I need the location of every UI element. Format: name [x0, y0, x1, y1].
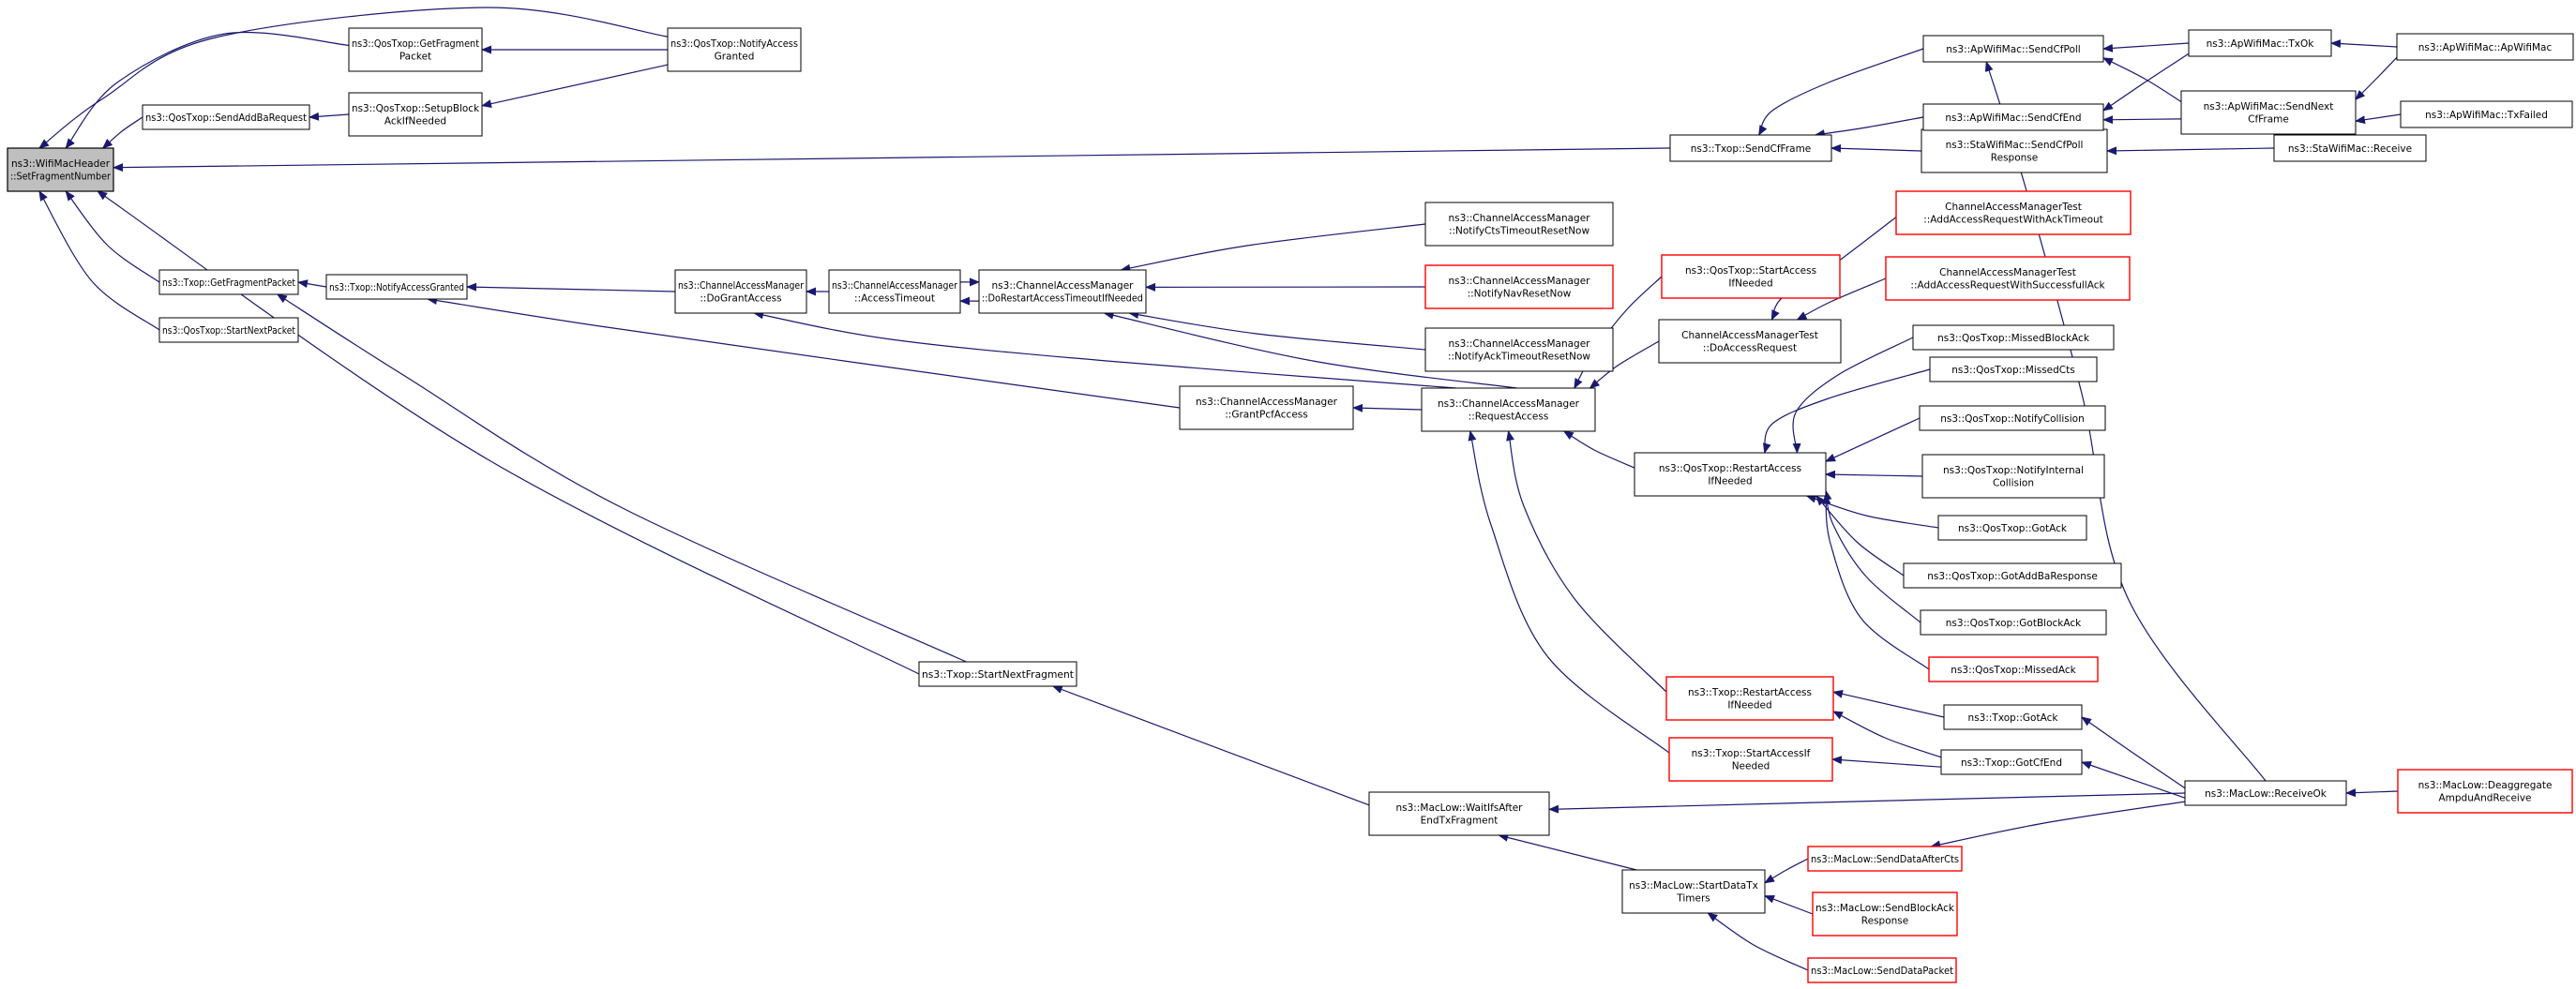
node-setupBlockAckIfNeeded[interactable]: [349, 93, 482, 136]
node-txopGotCfEnd[interactable]: [1941, 750, 2082, 774]
node-label-receiveOk-line0: ns3::MacLow::ReceiveOk: [2205, 787, 2327, 800]
node-label-notifyInternalCollision-line1: Collision: [1993, 477, 2034, 489]
node-label-qosStartAccessIfNeeded-line0: ns3::QosTxop::StartAccess: [1684, 265, 1817, 277]
node-label-notifyCtsTimeoutResetNow-line0: ns3::ChannelAccessManager: [1448, 213, 1590, 225]
node-missedBlockAck[interactable]: [1913, 325, 2114, 350]
node-label-qosStartAccessIfNeeded-line1: IfNeeded: [1728, 277, 1773, 290]
edge-sendDataAfterCts-to-startDataTxTimers: [1765, 859, 1808, 883]
edge-sendAddBaRequest-to-setFragmentNumber: [103, 117, 143, 148]
node-staReceive[interactable]: [2274, 135, 2426, 161]
node-label-grantPcfAccess-line1: ::GrantPcfAccess: [1225, 409, 1308, 421]
edge-staSendCfPollResponse-to-sendCfFrame: [1831, 148, 1921, 151]
node-label-notifyAckTimeoutResetNow-line0: ns3::ChannelAccessManager: [1448, 338, 1590, 351]
node-label-apTxOk-line0: ns3::ApWifiMac::TxOk: [2206, 37, 2314, 50]
edge-apSendNextCfFrame-to-apSendCfEnd: [2103, 119, 2181, 120]
nodes-layer: [8, 28, 2573, 982]
node-sendAddBaRequest[interactable]: [143, 105, 309, 129]
node-startNextFragment[interactable]: [919, 662, 1077, 686]
node-apSendCfEnd[interactable]: [1923, 104, 2103, 130]
edge-receiveOk-to-waitIfsAfterEndTxFragment: [1549, 793, 2185, 809]
node-label-sendCfFrame-line0: ns3::Txop::SendCfFrame: [1690, 142, 1812, 155]
node-txopStartAccessIfNeeded[interactable]: [1669, 738, 1832, 781]
node-label-setupBlockAckIfNeeded-line1: AckIfNeeded: [384, 115, 447, 127]
node-label-testSuccessfullAck-line1: ::AddAccessRequestWithSuccessfullAck: [1910, 279, 2105, 292]
node-label-txopStartAccessIfNeeded-line0: ns3::Txop::StartAccessIf: [1691, 748, 1811, 760]
node-notifyInternalCollision[interactable]: [1922, 455, 2104, 498]
node-grantPcfAccess[interactable]: [1180, 386, 1353, 429]
node-notifyAckTimeoutResetNow[interactable]: [1425, 328, 1613, 371]
node-txopNotifyAccessGranted[interactable]: [326, 275, 467, 299]
node-notifyCtsTimeoutResetNow[interactable]: [1425, 202, 1613, 246]
node-label-qosGetFragmentPacket-line0: ns3::QosTxop::GetFragment: [352, 38, 479, 51]
node-doGrantAccess[interactable]: [675, 270, 806, 313]
node-label-apSendCfEnd-line0: ns3::ApWifiMac::SendCfEnd: [1945, 112, 2082, 124]
edge-waitIfsAfterEndTxFragment-to-startNextFragment: [1053, 686, 1369, 805]
node-label-txopGotAck-line0: ns3::Txop::GotAck: [1967, 712, 2058, 724]
node-label-deaggregate-line1: AmpduAndReceive: [2438, 792, 2532, 804]
node-txopRestartAccessIfNeeded[interactable]: [1666, 677, 1833, 720]
edge-deaggregate-to-receiveOk: [2346, 791, 2398, 793]
node-label-requestAccess-line1: ::RequestAccess: [1468, 411, 1549, 423]
edge-receiveOk-to-txopGotAck: [2082, 717, 2185, 788]
node-label-notifyCollision-line0: ns3::QosTxop::NotifyCollision: [1940, 412, 2085, 425]
node-label-apSendNextCfFrame-line1: CfFrame: [2248, 113, 2289, 126]
node-staSendCfPollResponse[interactable]: [1921, 129, 2107, 172]
node-deaggregate[interactable]: [2398, 770, 2572, 813]
edge-requestAccess-to-grantPcfAccess: [1353, 408, 1422, 410]
node-apSendNextCfFrame[interactable]: [2181, 91, 2356, 134]
node-label-missedCts-line0: ns3::QosTxop::MissedCts: [1951, 364, 2075, 376]
edge-startNextFragment-to-setFragmentNumber: [98, 191, 919, 674]
node-label-startNextPacket-line0: ns3::QosTxop::StartNextPacket: [162, 324, 295, 337]
node-qosGotAck[interactable]: [1938, 516, 2086, 540]
node-label-setFragmentNumber-line0: ns3::WifiMacHeader: [10, 158, 111, 171]
node-label-waitIfsAfterEndTxFragment-line1: EndTxFragment: [1420, 815, 1499, 827]
edge-txopGotAck-to-txopRestartAccessIfNeeded: [1833, 692, 1944, 717]
node-qosStartAccessIfNeeded[interactable]: [1662, 255, 1840, 298]
node-label-apTxFailed-line0: ns3::ApWifiMac::TxFailed: [2425, 109, 2548, 121]
node-qosGetFragmentPacket[interactable]: [349, 28, 482, 71]
node-label-accessTimeout-line1: ::AccessTimeout: [854, 292, 935, 305]
node-label-testSuccessfullAck-line0: ChannelAccessManagerTest: [1939, 267, 2076, 279]
node-setFragmentNumber: [8, 148, 113, 191]
edge-startNextPacket-to-setFragmentNumber: [39, 191, 159, 330]
node-label-staReceive-line0: ns3::StaWifiMac::Receive: [2287, 142, 2413, 155]
node-label-doGrantAccess-line1: ::DoGrantAccess: [700, 292, 782, 305]
node-label-qosGetFragmentPacket-line1: Packet: [399, 51, 432, 63]
node-label-notifyInternalCollision-line0: ns3::QosTxop::NotifyInternal: [1942, 465, 2085, 477]
node-label-waitIfsAfterEndTxFragment-line0: ns3::MacLow::WaitIfsAfter: [1395, 802, 1523, 815]
node-label-apSendNextCfFrame-line0: ns3::ApWifiMac::SendNext: [2203, 101, 2334, 113]
node-apSendCfPoll[interactable]: [1923, 36, 2103, 62]
node-label-testDoAccessRequest-line0: ChannelAccessManagerTest: [1681, 330, 1818, 342]
node-label-staSendCfPollResponse-line0: ns3::StaWifiMac::SendCfPoll: [1945, 140, 2084, 152]
edge-notifyAckTimeoutResetNow-to-doRestartATIN: [1129, 313, 1425, 350]
node-label-txopStartAccessIfNeeded-line1: Needed: [1731, 760, 1770, 772]
node-label-missedBlockAck-line0: ns3::QosTxop::MissedBlockAck: [1937, 332, 2089, 344]
node-missedAck[interactable]: [1929, 657, 2098, 682]
edge-startNextFragment-to-txopGetFragmentPacket: [278, 294, 967, 662]
edge-notifyCtsTimeoutResetNow-to-doRestartATIN: [1121, 224, 1425, 270]
edge-sendBlockAckResponse-to-startDataTxTimers: [1765, 896, 1813, 914]
node-doRestartATIN[interactable]: [979, 270, 1146, 313]
edge-qosGetFragmentPacket-to-setFragmentNumber: [66, 32, 349, 148]
node-label-startNextFragment-line0: ns3::Txop::StartNextFragment: [922, 668, 1074, 681]
node-txopGetFragmentPacket[interactable]: [159, 270, 298, 294]
edge-apTxOk-to-apSendCfPoll: [2103, 43, 2189, 49]
node-label-qosGotAck-line0: ns3::QosTxop::GotAck: [1957, 522, 2068, 534]
edge-gotBlockAck-to-qosRestartAccessIfNeeded: [1826, 490, 1921, 622]
edge-startDataTxTimers-to-waitIfsAfterEndTxFragment: [1499, 835, 1636, 870]
node-requestAccess[interactable]: [1422, 388, 1595, 431]
node-label-accessTimeout-line0: ns3::ChannelAccessManager: [832, 280, 958, 292]
node-label-startDataTxTimers-line0: ns3::MacLow::StartDataTx: [1629, 880, 1758, 892]
node-testSuccessfullAck[interactable]: [1886, 257, 2130, 300]
node-label-notifyAckTimeoutResetNow-line1: ::NotifyAckTimeoutResetNow: [1447, 351, 1591, 363]
node-label-txopGetFragmentPacket-line0: ns3::Txop::GetFragmentPacket: [162, 277, 295, 289]
node-label-notifyCtsTimeoutResetNow-line1: ::NotifyCtsTimeoutResetNow: [1448, 225, 1590, 237]
edge-setupBlockAckIfNeeded-to-sendAddBaRequest: [309, 114, 349, 117]
node-sendBlockAckResponse[interactable]: [1813, 892, 1957, 936]
node-label-qosRestartAccessIfNeeded-line0: ns3::QosTxop::RestartAccess: [1658, 463, 1802, 475]
edge-apTxFailed-to-apSendNextCfFrame: [2356, 114, 2401, 121]
node-label-apCtor-line0: ns3::ApWifiMac::ApWifiMac: [2418, 41, 2553, 53]
node-label-txopRestartAccessIfNeeded-line1: IfNeeded: [1727, 699, 1772, 712]
edge-qosNotifyAccessGranted-to-setupBlockAckIfNeeded: [482, 65, 668, 106]
node-startDataTxTimers[interactable]: [1622, 870, 1765, 913]
node-label-txopRestartAccessIfNeeded-line0: ns3::Txop::RestartAccess: [1687, 687, 1813, 699]
node-apTxFailed[interactable]: [2401, 101, 2572, 127]
node-label-sendBlockAckResponse-line1: Response: [1860, 915, 1909, 927]
node-label-txopNotifyAccessGranted-line0: ns3::Txop::NotifyAccessGranted: [329, 281, 464, 293]
node-txopGotAck[interactable]: [1944, 705, 2082, 729]
edge-sendDataPacket-to-startDataTxTimers: [1708, 913, 1808, 970]
node-qosRestartAccessIfNeeded[interactable]: [1634, 453, 1826, 496]
node-apCtor[interactable]: [2397, 34, 2573, 60]
node-label-doGrantAccess-line0: ns3::ChannelAccessManager: [678, 280, 805, 292]
node-label-doRestartATIN-line0: ns3::ChannelAccessManager: [991, 280, 1134, 292]
node-gotAddBaResponse[interactable]: [1904, 563, 2121, 588]
edge-requestAccess-to-doGrantAccess: [754, 313, 1456, 388]
node-label-gotAddBaResponse-line0: ns3::QosTxop::GotAddBaResponse: [1927, 570, 2098, 582]
edge-apSendCfEnd-to-sendCfFrame: [1815, 117, 1923, 135]
node-label-setupBlockAckIfNeeded-line0: ns3::QosTxop::SetupBlock: [352, 103, 480, 115]
node-label-setFragmentNumber-line1: ::SetFragmentNumber: [10, 171, 112, 183]
node-sendDataPacket[interactable]: [1808, 958, 1956, 982]
edge-notifyCollision-to-qosRestartAccessIfNeeded: [1826, 418, 1920, 461]
edge-grantPcfAccess-to-txopNotifyAccessGranted: [428, 299, 1180, 408]
node-label-qosRestartAccessIfNeeded-line1: IfNeeded: [1708, 475, 1753, 487]
edge-receiveOk-to-txopGotCfEnd: [2082, 762, 2185, 798]
node-label-sendBlockAckResponse-line0: ns3::MacLow::SendBlockAck: [1815, 903, 1955, 915]
node-label-staSendCfPollResponse-line1: Response: [1990, 152, 2039, 164]
node-missedCts[interactable]: [1930, 357, 2097, 382]
node-label-testDoAccessRequest-line1: ::DoAccessRequest: [1702, 342, 1798, 354]
node-label-apSendCfPoll-line0: ns3::ApWifiMac::SendCfPoll: [1946, 43, 2081, 55]
node-testAckTimeout[interactable]: [1896, 191, 2131, 234]
node-gotBlockAck[interactable]: [1921, 610, 2106, 635]
node-label-deaggregate-line0: ns3::MacLow::Deaggregate: [2418, 780, 2553, 792]
edge-gotAddBaResponse-to-qosRestartAccessIfNeeded: [1816, 496, 1904, 576]
node-qosNotifyAccessGranted[interactable]: [668, 28, 801, 71]
node-label-requestAccess-line0: ns3::ChannelAccessManager: [1438, 398, 1579, 411]
edge-qosRestartAccessIfNeeded-to-requestAccess: [1564, 431, 1634, 468]
node-label-missedAck-line0: ns3::QosTxop::MissedAck: [1951, 664, 2076, 676]
edge-staReceive-to-staSendCfPollResponse: [2107, 148, 2274, 151]
node-testDoAccessRequest[interactable]: [1659, 320, 1841, 363]
node-label-txopGotCfEnd-line0: ns3::Txop::GotCfEnd: [1960, 757, 2063, 769]
edge-missedCts-to-qosRestartAccessIfNeeded: [1765, 369, 1930, 453]
node-label-testAckTimeout-line0: ChannelAccessManagerTest: [1945, 202, 2082, 214]
node-sendDataAfterCts[interactable]: [1808, 847, 1962, 871]
edge-receiveOk-to-sendDataAfterCts: [1931, 802, 2185, 847]
edge-txopGetFragmentPacket-to-setFragmentNumber: [66, 191, 159, 282]
edge-txopNotifyAccessGranted-to-txopGetFragmentPacket: [298, 282, 326, 287]
node-label-qosNotifyAccessGranted-line0: ns3::QosTxop::NotifyAccess: [670, 38, 798, 51]
edge-apCtor-to-apTxOk: [2331, 43, 2397, 47]
node-notifyCollision[interactable]: [1920, 406, 2105, 430]
node-accessTimeout[interactable]: [829, 270, 960, 313]
node-label-grantPcfAccess-line0: ns3::ChannelAccessManager: [1196, 397, 1337, 409]
edge-sendCfFrame-to-setFragmentNumber: [113, 148, 1670, 168]
edge-apCtor-to-apSendNextCfFrame: [2356, 57, 2397, 99]
node-label-notifyNavResetNow-line0: ns3::ChannelAccessManager: [1448, 276, 1590, 288]
node-label-gotBlockAck-line0: ns3::QosTxop::GotBlockAck: [1945, 617, 2082, 629]
node-sendCfFrame[interactable]: [1670, 135, 1831, 161]
edge-doGrantAccess-to-txopNotifyAccessGranted: [467, 287, 675, 292]
node-waitIfsAfterEndTxFragment[interactable]: [1369, 792, 1549, 835]
edge-apSendNextCfFrame-to-apSendCfPoll: [2103, 58, 2181, 102]
node-receiveOk[interactable]: [2185, 781, 2346, 805]
node-notifyNavResetNow[interactable]: [1425, 265, 1613, 308]
node-label-startDataTxTimers-line1: Timers: [1677, 892, 1710, 905]
node-apTxOk[interactable]: [2189, 30, 2331, 56]
edge-txopGotCfEnd-to-txopStartAccessIfNeeded: [1832, 759, 1941, 767]
node-label-notifyNavResetNow-line1: ::NotifyNavResetNow: [1467, 288, 1572, 300]
edge-notifyInternalCollision-to-qosRestartAccessIfNeeded: [1826, 474, 1922, 476]
node-label-doRestartATIN-line1: ::DoRestartAccessTimeoutIfNeeded: [982, 292, 1143, 305]
edge-apTxOk-to-apSendCfEnd: [2103, 53, 2189, 111]
node-label-testAckTimeout-line1: ::AddAccessRequestWithAckTimeout: [1923, 214, 2103, 226]
node-label-qosNotifyAccessGranted-line1: Granted: [714, 51, 755, 63]
node-label-sendDataAfterCts-line0: ns3::MacLow::SendDataAfterCts: [1811, 853, 1959, 865]
node-label-sendDataPacket-line0: ns3::MacLow::SendDataPacket: [1811, 965, 1953, 977]
edge-txopGotCfEnd-to-txopRestartAccessIfNeeded: [1833, 712, 1941, 757]
node-startNextPacket[interactable]: [159, 318, 298, 342]
node-label-sendAddBaRequest-line0: ns3::QosTxop::SendAddBaRequest: [145, 112, 307, 124]
